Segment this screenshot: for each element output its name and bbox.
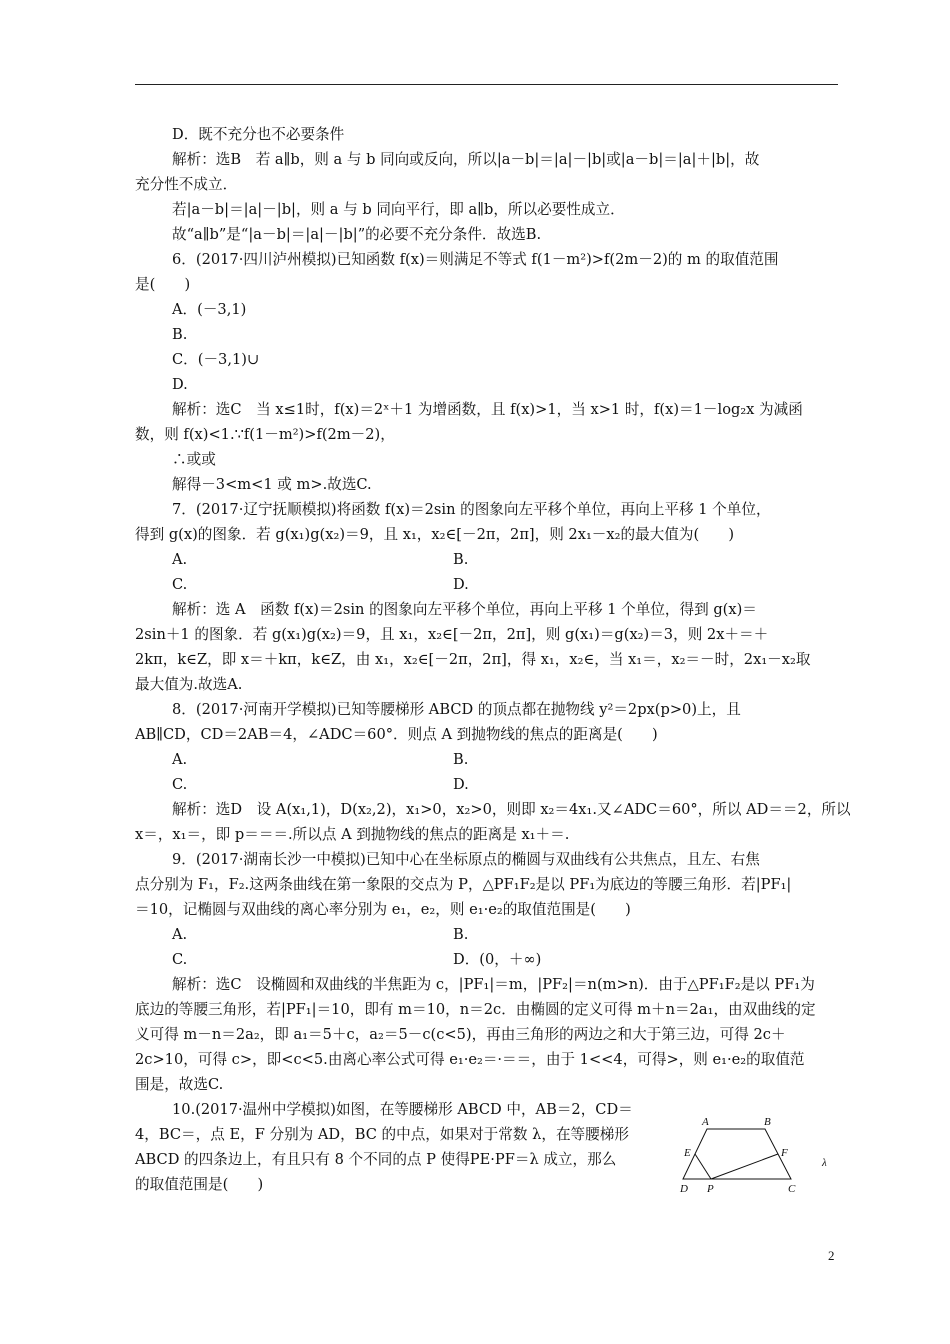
text-line: 解得－3<m<1 或 m>.故选C. xyxy=(172,476,372,493)
label-e: E xyxy=(684,1147,691,1159)
trapezoid-figure xyxy=(678,1113,838,1197)
option-b: B. xyxy=(172,326,188,343)
label-f: F xyxy=(781,1147,788,1159)
text-line: 解析：选C 当 x≤1时，f(x)＝2ˣ＋1 为增函数，且 f(x)>1，当 x>1 时，f(x)＝1－log₂x 为减函 xyxy=(172,401,803,418)
option-d: D. xyxy=(172,376,188,393)
text-line: 的取值范围是( ) xyxy=(135,1176,264,1193)
text-line: 得到 g(x)的图象．若 g(x₁)g(x₂)＝9，且 x₁，x₂∈[－2π，2π]，则 2x₁－x₂的最大值为( ) xyxy=(135,526,735,543)
text-line: 解析：选 A 函数 f(x)＝2sin 的图象向左平移个单位，再向上平移 1 个单位，得到 g(x)＝ xyxy=(172,601,757,618)
question-7: 7．(2017·辽宁抚顺模拟)将函数 f(x)＝2sin 的图象向左平移个单位，再向上平移 1 个单位， xyxy=(172,501,771,518)
text-line: 数，则 f(x)<1.∵f(1－m²)>f(2m－2)， xyxy=(135,426,395,443)
text-line: ＝10，记椭圆与双曲线的离心率分别为 e₁，e₂，则 e₁·e₂的取值范围是( ) xyxy=(135,901,631,918)
text-line: 解析：选C 设椭圆和双曲线的半焦距为 c，|PF₁|＝m，|PF₂|＝n(m>n)．由于△PF₁F₂是以 PF₁为 xyxy=(172,976,815,993)
option-a: A．(－3,1) xyxy=(172,301,247,318)
text-line: AB∥CD，CD＝2AB＝4，∠ADC＝60°．则点 A 到抛物线的焦点的距离是( ) xyxy=(135,726,658,743)
question-8: 8．(2017·河南开学模拟)已知等腰梯形 ABCD 的顶点都在抛物线 y²＝2px(p>0)上，且 xyxy=(172,701,741,718)
option-c: C. xyxy=(172,576,188,593)
question-10: 10.(2017·温州中学模拟)如图，在等腰梯形 ABCD 中，AB＝2，CD＝ xyxy=(172,1101,633,1118)
text-line: 4，BC＝，点 E，F 分别为 AD，BC 的中点，如果对于常数 λ，在等腰梯形 xyxy=(135,1126,629,1143)
text-line: 底边的等腰三角形，若|PF₁|＝10，即有 m＝10，n＝2c．由椭圆的定义可得 m＋n＝2a₁，由双曲线的定 xyxy=(135,1001,816,1018)
text-line: 最大值为.故选A. xyxy=(135,676,243,693)
text-line: 2kπ，k∈Z，即 x＝＋kπ，k∈Z，由 x₁，x₂∈[－2π，2π]，得 x₁，x₂∈，当 x₁＝，x₂＝－时，2x₁－x₂取 xyxy=(135,651,811,668)
text-line: 解析：选B 若 a∥b，则 a 与 b 同向或反向，所以|a－b|＝|a|－|b|或|a－b|＝|a|＋|b|，故 xyxy=(172,151,760,168)
option-d: D. xyxy=(453,576,469,593)
option-b: B. xyxy=(453,751,469,768)
label-b: B xyxy=(764,1116,771,1128)
text-line: 充分性不成立． xyxy=(135,176,238,193)
text-line: x＝，x₁＝，即 p＝＝＝.所以点 A 到抛物线的焦点的距离是 x₁＋＝. xyxy=(135,826,570,843)
text-line: ∴或或 xyxy=(172,451,216,468)
question-9: 9．(2017·湖南长沙一中模拟)已知中心在坐标原点的椭圆与双曲线有公共焦点，且左、右焦 xyxy=(172,851,760,868)
option-a: A. xyxy=(172,551,188,568)
option-b: B. xyxy=(453,926,469,943)
option-c: C．(－3,1)∪ xyxy=(172,351,260,368)
option-c: C. xyxy=(172,776,188,793)
option-b: B. xyxy=(453,551,469,568)
text-line: 围是，故选C. xyxy=(135,1076,224,1093)
text-line: 2sin＋1 的图象．若 g(x₁)g(x₂)＝9，且 x₁，x₂∈[－2π，2π]，则 g(x₁)＝g(x₂)＝3，则 2x＋＝＋ xyxy=(135,626,769,643)
text-line: 义可得 m－n＝2a₂，即 a₁＝5＋c，a₂＝5－c(c<5)，再由三角形的两边之和大于第三边，可得 2c＋ xyxy=(135,1026,786,1043)
header-rule xyxy=(135,84,838,85)
label-lambda: λ xyxy=(822,1157,827,1169)
question-6: 6．(2017·四川泸州模拟)已知函数 f(x)＝则满足不等式 f(1－m²)>f(2m－2)的 m 的取值范围 xyxy=(172,251,779,268)
option-a: A. xyxy=(172,751,188,768)
label-a: A xyxy=(702,1116,709,1128)
label-d: D xyxy=(680,1183,688,1195)
text-line: 故“a∥b”是“|a－b|＝|a|－|b|”的必要不充分条件．故选B. xyxy=(172,226,542,243)
text-line: D．既不充分也不必要条件 xyxy=(172,126,345,143)
text-line: 是( ) xyxy=(135,276,191,293)
option-a: A. xyxy=(172,926,188,943)
label-c: C xyxy=(788,1183,796,1195)
page-number: 2 xyxy=(828,1248,835,1263)
option-d: D. xyxy=(453,776,469,793)
option-c: C. xyxy=(172,951,188,968)
text-line: 2c>10，可得 c>，即<c<5.由离心率公式可得 e₁·e₂＝·＝＝，由于 1<<4，可得>，则 e₁·e₂的取值范 xyxy=(135,1051,805,1068)
label-p: P xyxy=(707,1183,714,1195)
text-line: 解析：选D 设 A(x₁,1)，D(x₂,2)，x₁>0，x₂>0，则即 x₂＝4x₁.又∠ADC＝60°，所以 AD＝＝2，所以 xyxy=(172,801,851,818)
text-line: 若|a－b|＝|a|－|b|，则 a 与 b 同向平行，即 a∥b，所以必要性成立． xyxy=(172,201,625,218)
text-line: ABCD 的四条边上，有且只有 8 个不同的点 P 使得PE·PF＝λ 成立，那么 xyxy=(135,1151,617,1168)
option-d: D．(0，＋∞) xyxy=(453,951,542,968)
text-line: 点分别为 F₁，F₂.这两条曲线在第一象限的交点为 P，△PF₁F₂是以 PF₁为底边的等腰三角形．若|PF₁| xyxy=(135,876,792,893)
